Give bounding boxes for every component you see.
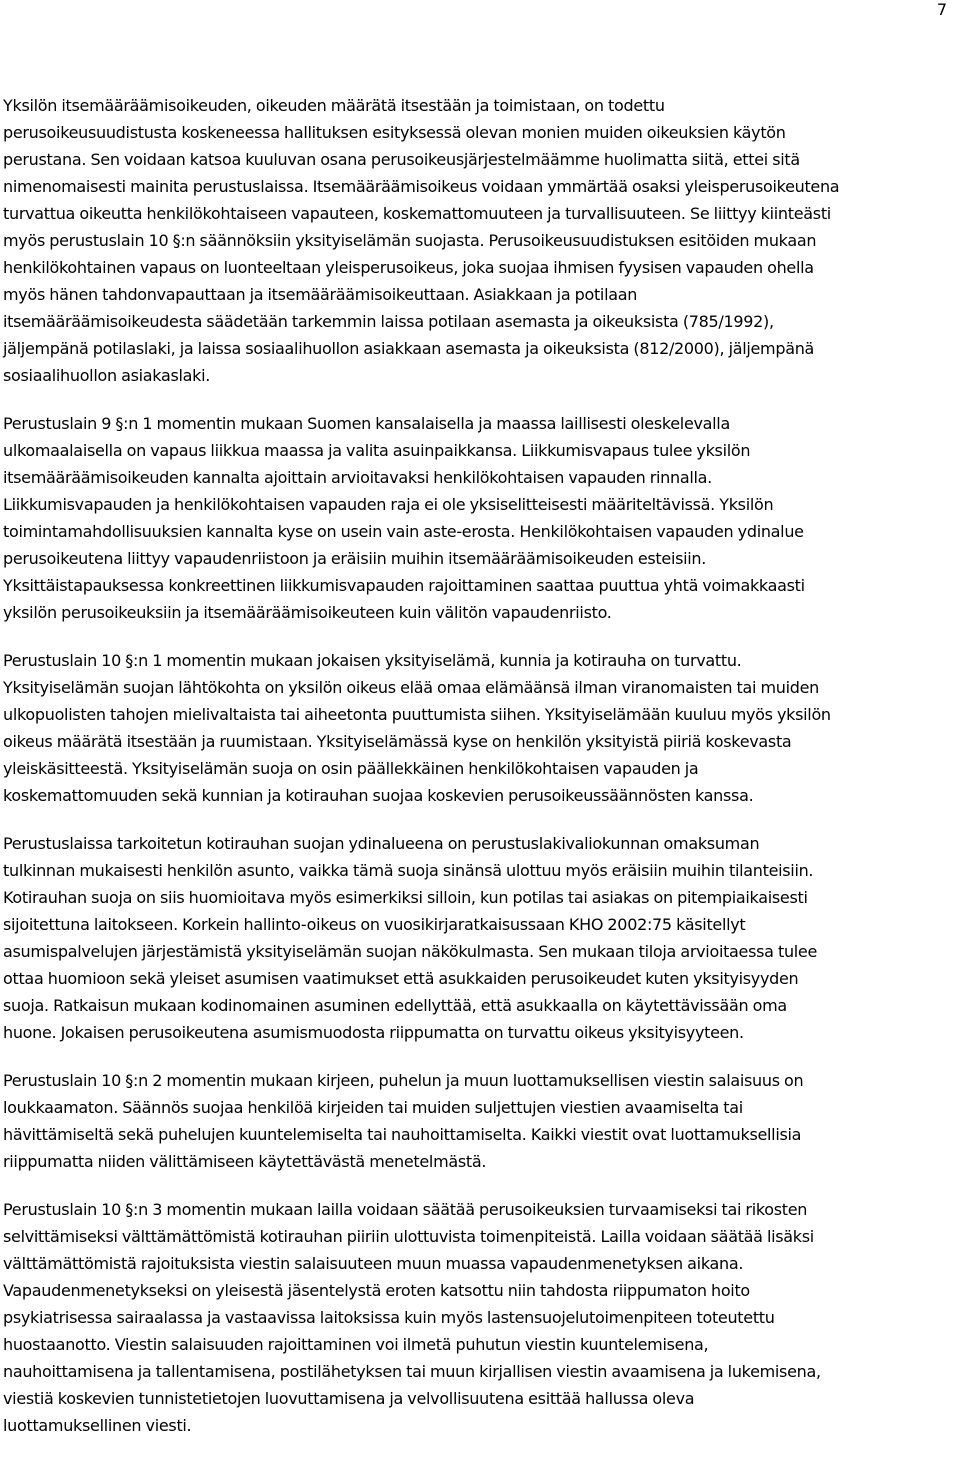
text-line: henkilökohtainen vapaus on luonteeltaan yleisperusoikeus, joka suojaa ihmisen fyysisen vapauden ohella xyxy=(3,258,814,277)
text-line: oikeus määrätä itsestään ja ruumistaan. Yksityiselämässä kyse on henkilön yksityistä piiriä koskevasta xyxy=(3,732,792,751)
text-line: Vapaudenmenetykseksi on yleisestä jäsentelystä eroten katsottu niin tahdosta riippumaton hoito xyxy=(3,1281,750,1300)
text-line: perusoikeusuudistusta koskeneessa hallituksen esityksessä olevan monien muiden oikeuksien käytön xyxy=(3,123,786,142)
text-line: toimintamahdollisuuksien kannalta kyse on usein vain aste-erosta. Henkilökohtaisen vapauden ydinalue xyxy=(3,522,804,541)
text-line: asumispalvelujen järjestämistä yksityiselämän suojan näkökulmasta. Sen mukaan tiloja arvioitaessa tulee xyxy=(3,942,818,961)
text-line: nimenomaisesti mainita perustuslaissa. Itsemääräämisoikeus voidaan ymmärtää osaksi yleisperusoikeutena xyxy=(3,177,840,196)
paragraph-confidential-communication xyxy=(3,1067,955,1175)
text-line: Yksilön itsemääräämisoikeuden, oikeuden määrätä itsestään ja toimistaan, on todettu xyxy=(3,96,665,115)
text-line: Perustuslain 10 §:n 2 momentin mukaan kirjeen, puhelun ja muun luottamuksellisen viestin salaisuus on xyxy=(3,1071,804,1090)
text-line: myös hänen tahdonvapauttaan ja itsemääräämisoikeuttaan. Asiakkaan ja potilaan xyxy=(3,285,638,304)
text-line: Kotirauhan suoja on siis huomioitava myös esimerkiksi silloin, kun potilas tai asiakas on pitempiaikaisesti xyxy=(3,888,808,907)
paragraph-private-life xyxy=(3,647,955,809)
text-line: Liikkumisvapauden ja henkilökohtaisen vapauden raja ei ole yksiselitteisesti määriteltävissä. Yksilön xyxy=(3,495,774,514)
text-line: sosiaalihuollon asiakaslaki. xyxy=(3,366,211,385)
text-line: psykiatrisessa sairaalassa ja vastaavissa laitoksissa kuin myös lastensuojelutoimenpiteen toteutettu xyxy=(3,1308,775,1327)
paragraph-restrictions xyxy=(3,1196,955,1439)
text-line: ottaa huomioon sekä yleiset asumisen vaatimukset että asukkaiden perusoikeudet kuten yksityisyyden xyxy=(3,969,799,988)
text-line: luottamuksellinen viesti. xyxy=(3,1416,192,1435)
text-line: huostaanotto. Viestin salaisuuden rajoittaminen voi ilmetä puhutun viestin kuuntelemisena, xyxy=(3,1335,709,1354)
text-line: hävittämiseltä sekä puhelujen kuuntelemiselta tai nauhoittamiselta. Kaikki viestit ovat luottamuksellisia xyxy=(3,1125,802,1144)
paragraph-domestic-peace xyxy=(3,830,955,1046)
text-line: perustana. Sen voidaan katsoa kuuluvan osana perusoikeusjärjestelmäämme huolimatta siitä, ettei sitä xyxy=(3,150,800,169)
text-line: Yksityiselämän suojan lähtökohta on yksilön oikeus elää omaa elämäänsä ilman viranomaisten tai muiden xyxy=(3,678,819,697)
text-line: koskemattomuuden sekä kunnian ja kotirauhan suojaa koskevien perusoikeussäännösten kanssa. xyxy=(3,786,754,805)
paragraph-freedom-of-movement xyxy=(3,410,955,626)
text-line: ulkomaalaisella on vapaus liikkua maassa ja valita asuinpaikkansa. Liikkumisvapaus tulee yksilön xyxy=(3,441,751,460)
text-line: yleiskäsitteestä. Yksityiselämän suoja on osin päällekkäinen henkilökohtaisen vapauden ja xyxy=(3,759,699,778)
text-line: nauhoittamisena ja tallentamisena, postilähetyksen tai muun kirjallisen viestin avaamisena ja lukemisena, xyxy=(3,1362,821,1381)
text-line: Perustuslain 10 §:n 3 momentin mukaan lailla voidaan säätää perusoikeuksien turvaamiseksi tai rikosten xyxy=(3,1200,808,1219)
text-line: Perustuslaissa tarkoitetun kotirauhan suojan ydinalueena on perustuslakivaliokunnan omaksuman xyxy=(3,834,760,853)
text-line: loukkaamaton. Säännös suojaa henkilöä kirjeiden tai muiden suljettujen viestien avaamiselta tai xyxy=(3,1098,743,1117)
page-number: 7 xyxy=(936,0,947,19)
text-line: sijoitettuna laitokseen. Korkein hallinto-oikeus on vuosikirjaratkaisussaan KHO 2002:75 käsitellyt xyxy=(3,915,746,934)
text-line: itsemääräämisoikeudesta säädetään tarkemmin laissa potilaan asemasta ja oikeuksista (785/1992), xyxy=(3,312,774,331)
text-line: tulkinnan mukaisesti henkilön asunto, vaikka tämä suoja sinänsä ulottuu myös eräisiin muihin tilanteisiin. xyxy=(3,861,814,880)
text-line: ulkopuolisten tahojen mielivaltaista tai aiheetonta puuttumista siihen. Yksityiselämään kuuluu myös yksilön xyxy=(3,705,831,724)
text-line: jäljempänä potilaslaki, ja laissa sosiaalihuollon asiakkaan asemasta ja oikeuksista (812/2000), jäljempänä xyxy=(3,339,815,358)
text-line: myös perustuslain 10 §:n säännöksiin yksityiselämän suojasta. Perusoikeusuudistuksen esitöiden mukaan xyxy=(3,231,817,250)
text-line: itsemääräämisoikeuden kannalta ajoittain arvioitavaksi henkilökohtaisen vapauden rinnalla. xyxy=(3,468,712,487)
text-line: viestiä koskevien tunnistetietojen luovuttamisena ja velvollisuutena esittää hallussa oleva xyxy=(3,1389,695,1408)
text-line: välttämättömistä rajoituksista viestin salaisuuteen muun muassa vapaudenmenetyksen aikana. xyxy=(3,1254,744,1273)
text-line: yksilön perusoikeuksiin ja itsemääräämisoikeuteen kuin välitön vapaudenriisto. xyxy=(3,603,612,622)
text-line: Perustuslain 10 §:n 1 momentin mukaan jokaisen yksityiselämä, kunnia ja kotirauha on turvattu. xyxy=(3,651,742,670)
text-line: huone. Jokaisen perusoikeutena asumismuodosta riippumatta on turvattu oikeus yksityisyyteen. xyxy=(3,1023,744,1042)
text-line: riippumatta niiden välittämiseen käytettävästä menetelmästä. xyxy=(3,1152,487,1171)
text-line: turvattua oikeutta henkilökohtaiseen vapauteen, koskemattomuuteen ja turvallisuuteen. Se liittyy kiinteästi xyxy=(3,204,831,223)
document-body xyxy=(3,92,955,1460)
text-line: Perustuslain 9 §:n 1 momentin mukaan Suomen kansalaisella ja maassa laillisesti oleskelevalla xyxy=(3,414,730,433)
text-line: Yksittäistapauksessa konkreettinen liikkumisvapauden rajoittaminen saattaa puuttua yhtä voimakkaasti xyxy=(3,576,805,595)
paragraph-self-determination xyxy=(3,92,955,389)
text-line: suoja. Ratkaisun mukaan kodinomainen asuminen edellyttää, että asukkaalla on käytettävissään oma xyxy=(3,996,787,1015)
text-line: selvittämiseksi välttämättömistä kotirauhan piiriin ulottuvista toimenpiteistä. Lailla voidaan säätää lisäksi xyxy=(3,1227,814,1246)
text-line: perusoikeutena liittyy vapaudenriistoon ja eräisiin muihin itsemääräämisoikeuden esteisiin. xyxy=(3,549,707,568)
